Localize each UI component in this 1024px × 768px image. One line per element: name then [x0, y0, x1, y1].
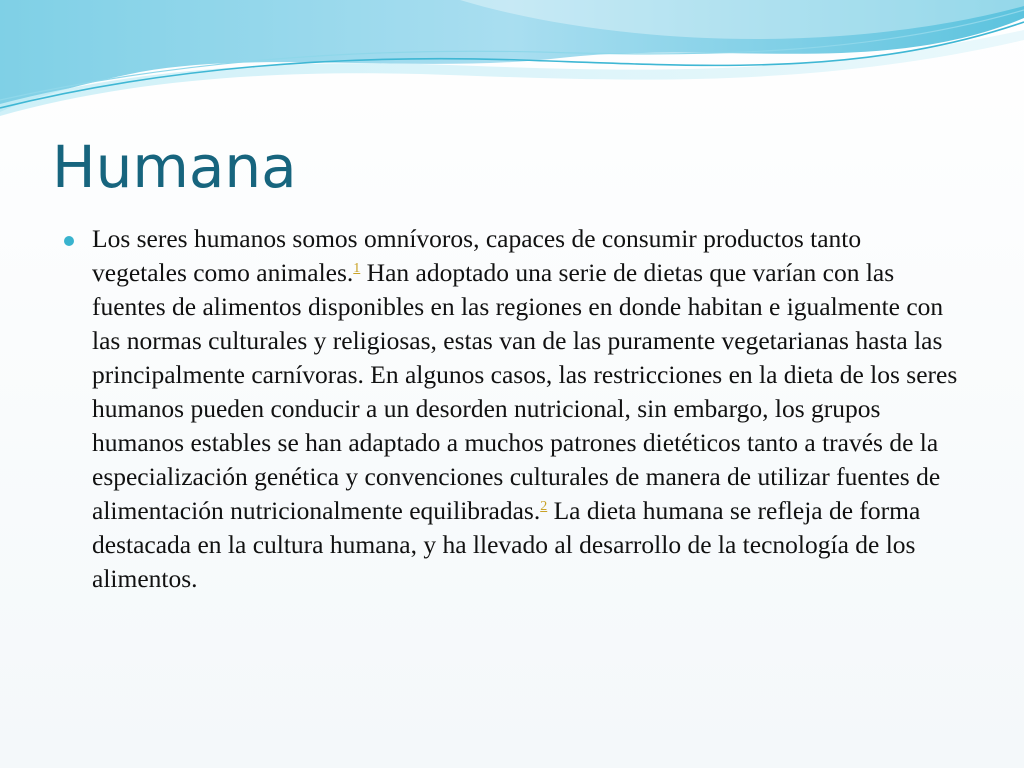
- body-text-part-3: La dieta humana se refleja de forma destacada en la cultura humana, y ha llevado al desarrollo de la tecnología de los alimentos.: [92, 496, 921, 593]
- body-text-part-2: Han adoptado una serie de dietas que varían con las fuentes de alimentos disponibles en las regiones en donde habitan e igualmente con las normas culturales y religiosas, estas van de las puramente vegetarianas hasta las principalmente carnívoras. En algunos casos, las restricciones en la dieta de los seres humanos pueden conducir a un desorden nutricional, sin embargo, los grupos humanos estables se han adaptado a muchos patrones dietéticos tanto a través de la especialización genética y convenciones culturales de manera de utilizar fuentes de alimentación nutricionalmente equilibradas.: [92, 258, 958, 525]
- reference-link-2[interactable]: 2: [540, 499, 548, 514]
- body-text-part-1: Los seres humanos somos omnívoros, capaces de consumir productos tanto vegetales como animales.: [92, 224, 862, 287]
- reference-link-1[interactable]: 1: [353, 261, 361, 276]
- bullet-item: [58, 222, 958, 596]
- slide-content: [58, 222, 958, 596]
- slide-title: Humana: [52, 133, 297, 201]
- header-wave-decoration: [0, 0, 1024, 130]
- bullet-icon: [64, 236, 74, 246]
- bullet-text: [92, 222, 958, 596]
